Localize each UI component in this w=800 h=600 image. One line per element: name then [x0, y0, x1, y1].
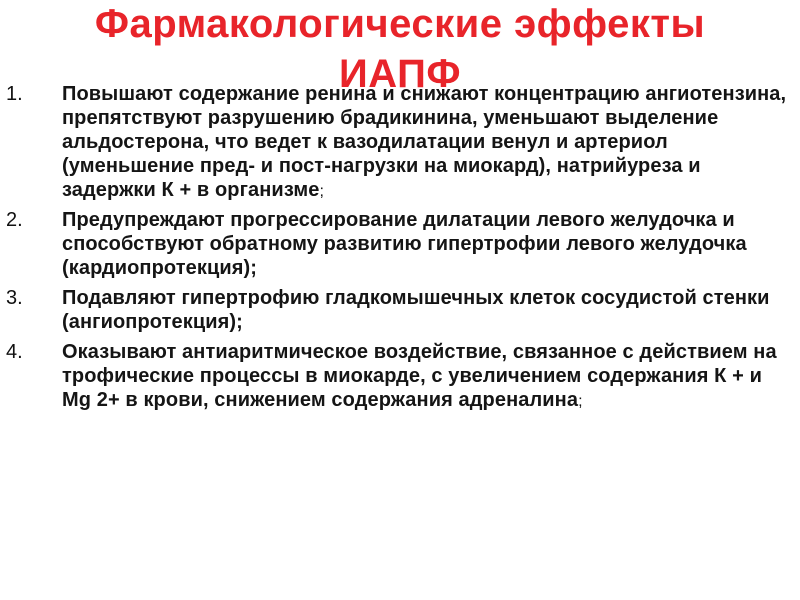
list-item-text-body: Повышают содержание ренина и снижают концентрацию ангиотензина, препятствуют разрушению брадикинина, уменьшают выделение альдостерона, что ведет к вазодилатации венул и артериол (уменьшение пред- и пост-нагрузки на миокард), натрийуреза и задержки К + в организме [62, 83, 787, 201]
list-item-text [62, 208, 796, 282]
list-item-number: 1. [6, 83, 23, 105]
list-item-text [62, 82, 796, 204]
list-item-text-body: Оказывают антиаритмическое воздействие, связанное с действием на трофические процессы в миокарде, с увеличением содержания К + и Mg 2+ в крови, снижением содержания адреналина [62, 341, 777, 411]
effects-list [6, 82, 796, 418]
list-item-number: 2. [6, 209, 23, 231]
slide-title-line-2: ИАПФ [339, 52, 461, 96]
list-item [6, 82, 796, 204]
list-item-text [62, 286, 796, 336]
list-item-number: 3. [6, 287, 23, 309]
list-item-number: 4. [6, 341, 23, 363]
list-item-text [62, 340, 796, 414]
list-item [6, 340, 796, 414]
list-item [6, 286, 796, 336]
list-item [6, 208, 796, 282]
list-item-suffix: ; [578, 393, 583, 410]
slide-title-line-1: Фармакологические эффекты [94, 2, 706, 46]
list-item-suffix: ; [319, 183, 325, 200]
list-item-text-body: Предупреждают прогрессирование дилатации левого желудочка и способствуют обратному развитию гипертрофии левого желудочка (кардиопротекция); [62, 209, 747, 279]
list-item-text-body: Подавляют гипертрофию гладкомышечных клеток сосудистой стенки (ангиопротекция); [62, 287, 770, 333]
